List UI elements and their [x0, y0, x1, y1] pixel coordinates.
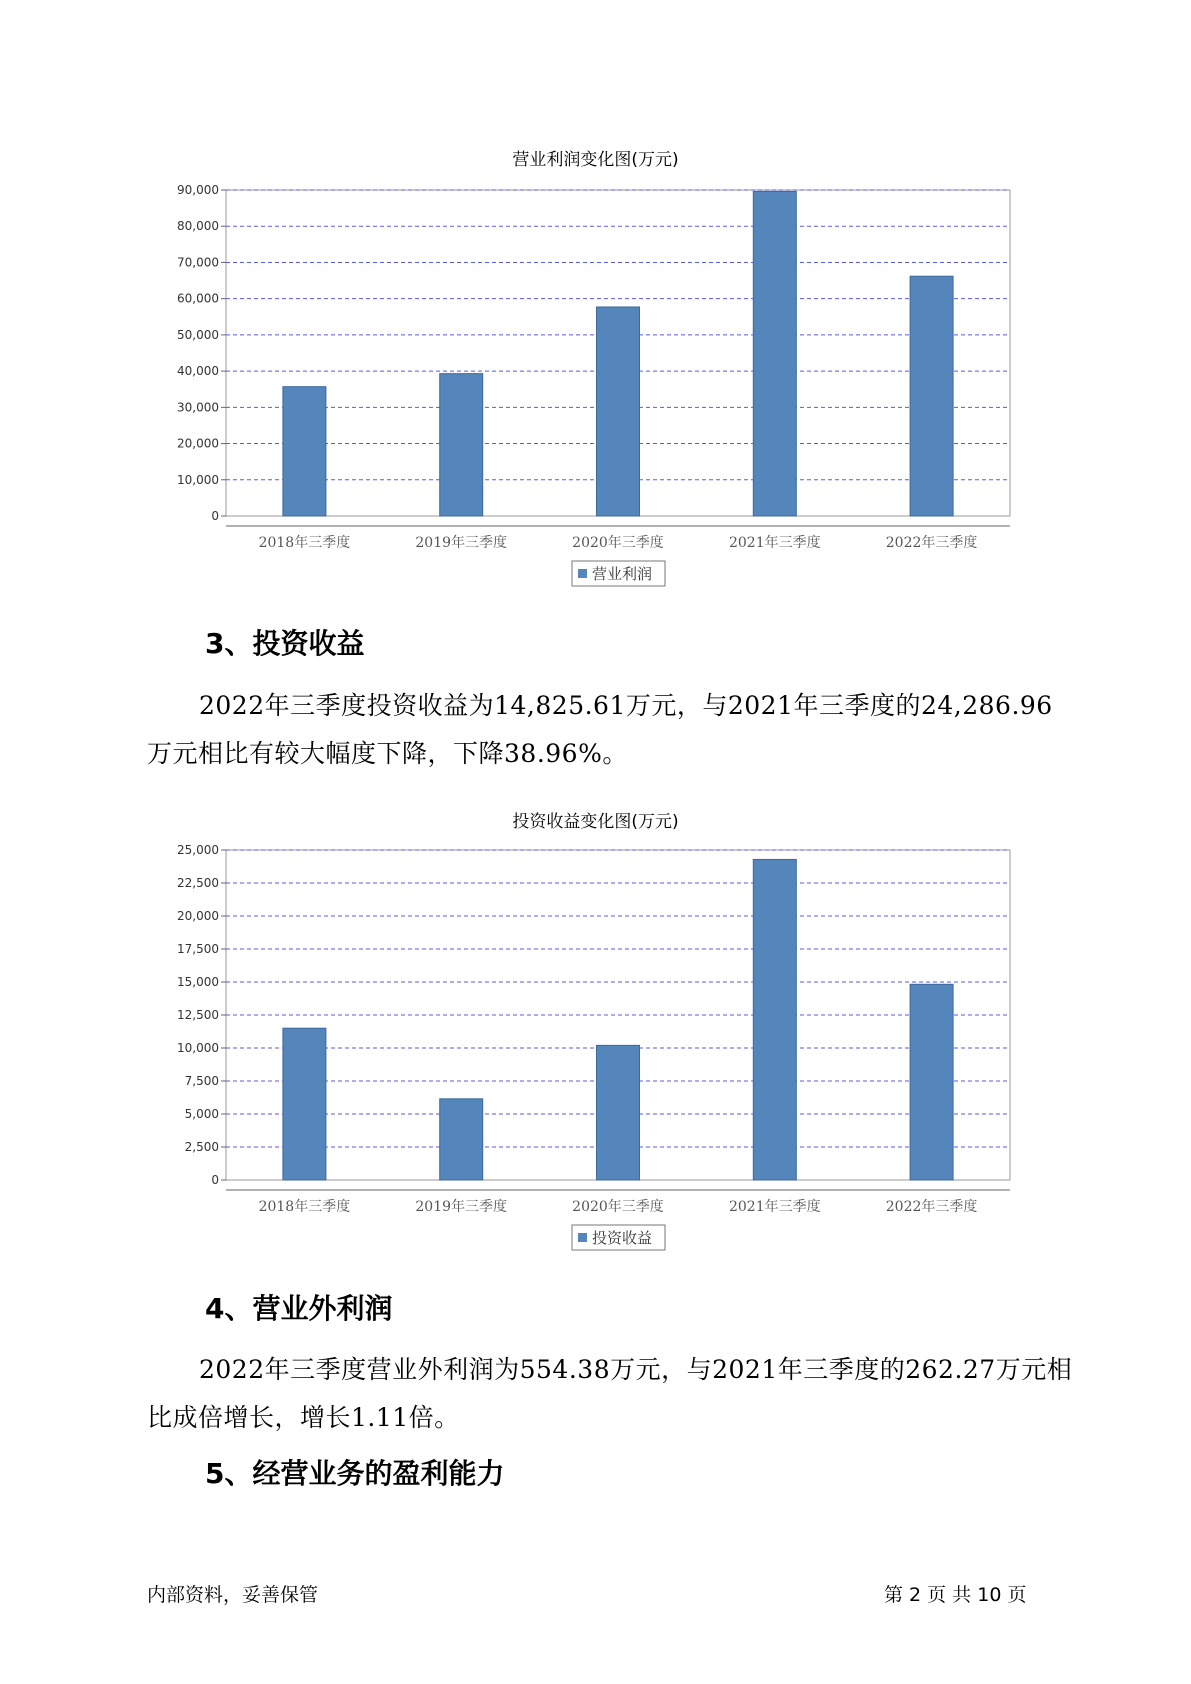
y-tick-label: 15,000: [177, 975, 219, 989]
x-tick-label: 2021年三季度: [728, 1199, 821, 1215]
x-tick-label: 2020年三季度: [572, 535, 664, 551]
y-tick-label: 50,000: [177, 327, 219, 342]
x-tick-label: 2020年三季度: [572, 1199, 664, 1215]
section-heading: 4、营业外利润: [205, 1292, 393, 1325]
y-tick-label: 0: [211, 509, 219, 523]
section-paragraph: 2022年三季度营业外利润为554.38万元，与2021年三季度的262.27万元相比成倍增长，增长1.11倍。: [147, 1355, 1073, 1432]
y-tick-label: 0: [211, 1173, 219, 1187]
y-tick-label: 5,000: [184, 1107, 219, 1121]
section-heading: 3、投资收益: [205, 627, 365, 660]
y-tick-label: 70,000: [177, 255, 219, 270]
y-tick-label: 10,000: [177, 1041, 219, 1055]
bar: [440, 1099, 483, 1180]
y-tick-label: 10,000: [177, 472, 219, 487]
y-tick-label: 12,500: [177, 1008, 219, 1022]
legend-label: 营业利润: [592, 565, 653, 583]
y-tick-label: 90,000: [177, 183, 219, 197]
x-tick-label: 2022年三季度: [885, 1199, 978, 1215]
x-tick-label: 2022年三季度: [885, 535, 978, 551]
y-tick-label: 30,000: [177, 400, 219, 415]
y-tick-label: 7,500: [184, 1074, 219, 1088]
footer-left: 内部资料，妥善保管: [147, 1584, 319, 1606]
y-tick-label: 80,000: [177, 219, 219, 234]
legend-swatch: [578, 1233, 587, 1242]
chart-title: 营业利润变化图(万元): [512, 150, 679, 170]
x-tick-label: 2021年三季度: [728, 535, 821, 551]
bar: [753, 859, 796, 1180]
y-tick-label: 60,000: [177, 291, 219, 306]
x-tick-label: 2018年三季度: [258, 1199, 351, 1215]
y-tick-label: 20,000: [177, 436, 219, 451]
legend-label: 投资收益: [592, 1229, 653, 1247]
section-paragraph: 2022年三季度投资收益为14,825.61万元，与2021年三季度的24,286.96万元相比有较大幅度下降，下降38.96%。: [147, 691, 1053, 768]
y-tick-label: 20,000: [177, 909, 219, 923]
y-tick-label: 2,500: [184, 1140, 219, 1154]
y-tick-label: 40,000: [177, 364, 219, 379]
section-heading: 5、经营业务的盈利能力: [205, 1457, 505, 1490]
y-tick-label: 22,500: [177, 876, 219, 890]
y-tick-label: 25,000: [177, 843, 219, 857]
x-tick-label: 2019年三季度: [415, 535, 508, 551]
bar: [597, 1045, 640, 1180]
x-tick-label: 2018年三季度: [258, 535, 351, 551]
chart-title: 投资收益变化图(万元): [512, 812, 679, 832]
x-tick-label: 2019年三季度: [415, 1199, 508, 1215]
y-tick-label: 17,500: [177, 942, 219, 956]
bar: [910, 984, 953, 1180]
bar: [283, 1028, 326, 1180]
footer-page-number: 第 2 页 共 10 页: [884, 1584, 1027, 1606]
